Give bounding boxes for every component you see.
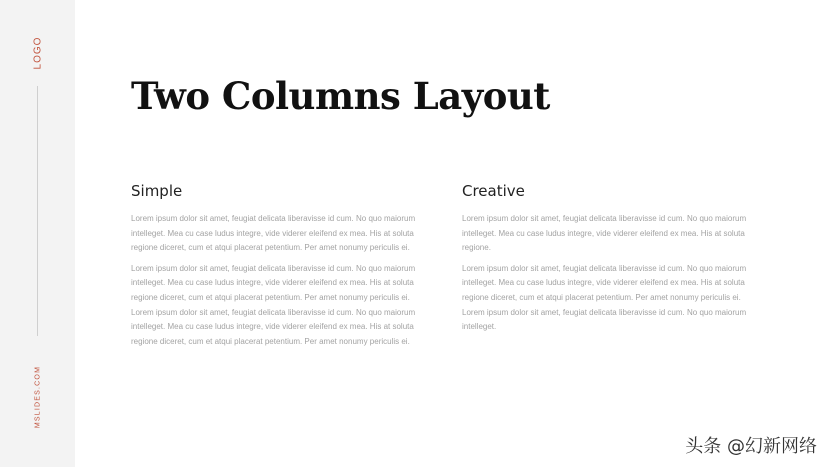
logo: LOGO — [32, 36, 44, 70]
sidebar — [0, 0, 75, 467]
column-simple — [131, 182, 421, 355]
column-heading: Simple — [131, 182, 183, 200]
column-paragraph: Lorem ipsum dolor sit amet, feugiat delicata liberavisse id cum. No quo maiorum intelleget. Mea cu case ludus integre, vide viderer eleifend ex mea. His at soluta regione diceret, cum et atqui placerat petentium. Per amet nonumy periculis ei. Lorem ipsum dolor sit amet, feugiat delicata liberavisse id cum. No quo maiorum intelleget. — [462, 263, 747, 332]
column-heading: Creative — [462, 182, 525, 200]
page-title: Two Columns Layout — [131, 74, 550, 118]
column-paragraph: Lorem ipsum dolor sit amet, feugiat delicata liberavisse id cum. No quo maiorum intelleget. Mea cu case ludus integre, vide viderer eleifend ex mea. His at soluta regione. — [462, 214, 747, 253]
column-paragraph: Lorem ipsum dolor sit amet, feugiat delicata liberavisse id cum. No quo maiorum intelleget. Mea cu case ludus integre, vide viderer eleifend ex mea. His at soluta regione diceret, cum et atqui placerat petentium. Per amet nonumy periculis ei. Lorem ipsum dolor sit amet, feugiat delicata liberavisse id cum. No quo maiorum intelleget. Mea cu case ludus integre, vide viderer eleifend ex mea. His at soluta regione diceret, cum et atqui placerat petentium. Per amet nonumy periculis ei. — [131, 263, 416, 346]
sidebar-divider — [37, 86, 38, 336]
column-creative — [462, 182, 752, 341]
watermark: 头条 @幻新网络 — [685, 436, 817, 457]
site-url: MSLIDES.COM — [34, 365, 42, 429]
column-paragraph: Lorem ipsum dolor sit amet, feugiat delicata liberavisse id cum. No quo maiorum intelleget. Mea cu case ludus integre, vide viderer eleifend ex mea. His at soluta regione diceret, cum et atqui placerat petentium. Per amet nonumy periculis ei. — [131, 214, 416, 253]
